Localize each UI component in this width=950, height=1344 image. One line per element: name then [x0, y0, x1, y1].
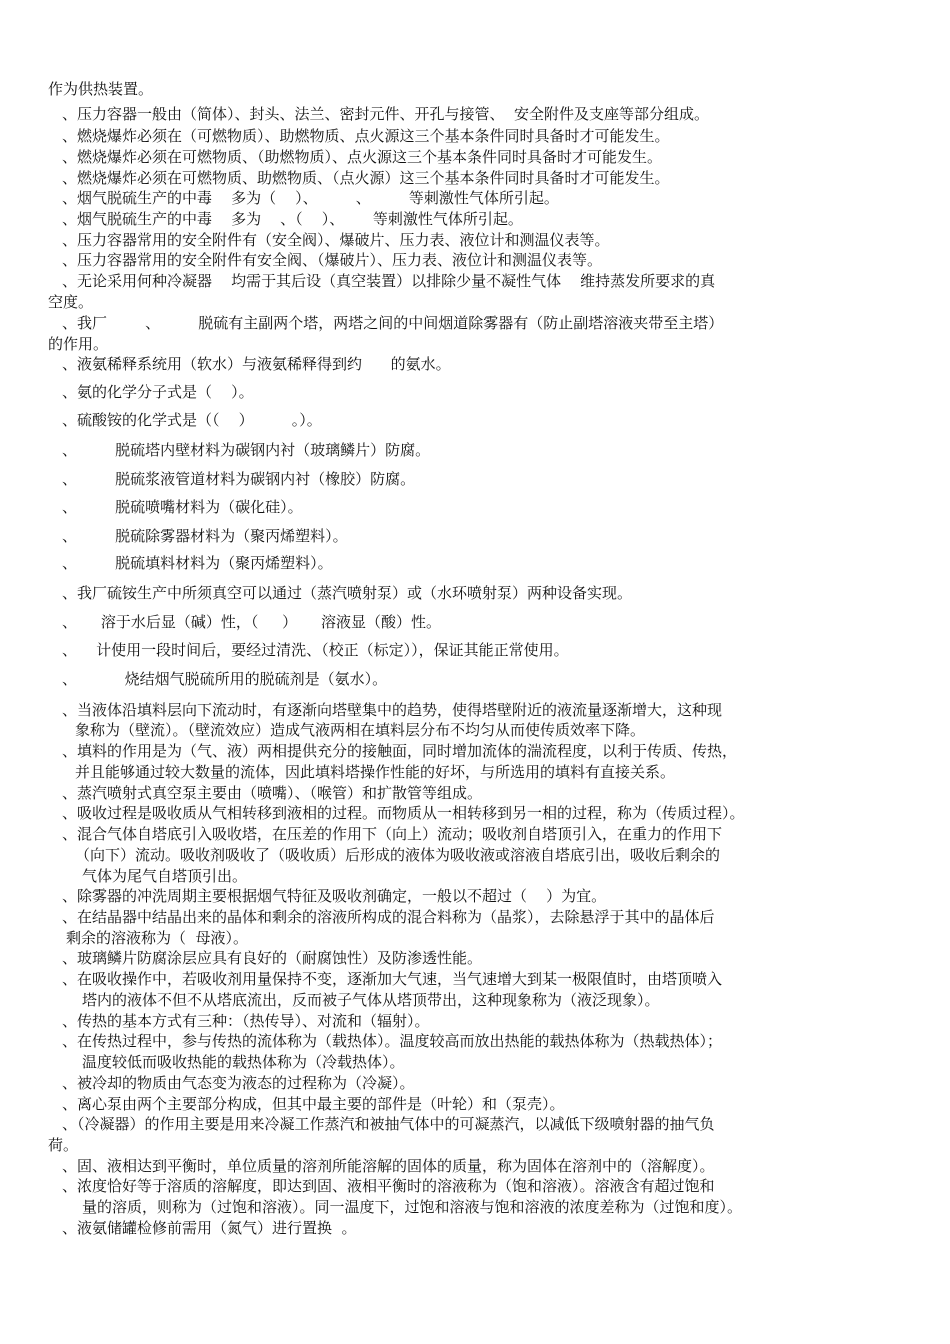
text-line: 剩余的溶液称为（ 母液）。	[66, 929, 249, 947]
text-line: 量的溶质，则称为（过饱和溶液）。同一温度下，过饱和溶液与饱和溶液的浓度差称为（过饱和度）。	[82, 1198, 743, 1216]
text-line: 、液氨储罐检修前需用（氮气）进行置换 。	[62, 1219, 357, 1237]
text-line: 、当液体沿填料层向下流动时，有逐渐向塔壁集中的趋势，使得塔壁附近的液流量逐渐增大，这种现	[62, 701, 723, 719]
text-line: 、玻璃鳞片防腐涂层应具有良好的（耐腐蚀性）及防渗透性能。	[62, 949, 483, 967]
text-line: 、无论采用何种冷凝器 均需于其后设（真空装置）以排除少量不凝性气体 维持蒸发所要求的真	[62, 272, 716, 290]
text-line: 、 溶于水后显（碱）性，（ ） 溶液显（酸）性。	[62, 613, 442, 631]
text-line: 、我厂 、 脱硫有主副两个塔，两塔之间的中间烟道除雾器有（防止副塔溶液夹带至主塔）	[62, 314, 724, 332]
text-line: 、除雾器的冲洗周期主要根据烟气特征及吸收剂确定，一般以不超过（ ）为宜。	[62, 887, 607, 905]
text-line: 、被冷却的物质由气态变为液态的过程称为（冷凝）。	[62, 1074, 415, 1092]
text-line: 、 计使用一段时间后，要经过清洗、（校正（标定）），保证其能正常使用。	[62, 641, 569, 659]
text-line: 、 脱硫塔内壁材料为碳钢内衬（玻璃鳞片）防腐。	[62, 441, 431, 459]
text-line: 、混合气体自塔底引入吸收塔，在压差的作用下（向上）流动；吸收剂自塔顶引入，在重力的作用下	[62, 825, 723, 843]
text-line: 、在结晶器中结晶出来的晶体和剩余的溶液所构成的混合料称为（晶浆），去除悬浮于其中的晶体后	[62, 908, 715, 926]
text-line: 、传热的基本方式有三种：（热传导）、对流和（辐射）。	[62, 1012, 430, 1030]
text-line: 并且能够通过较大数量的流体，因此填料塔操作性能的好坏，与所选用的填料有直接关系。	[75, 763, 676, 781]
text-line: 、氨的化学分子式是（ ）。	[62, 383, 254, 401]
text-line: 、 脱硫喷嘴材料为（碳化硅）。	[62, 498, 303, 516]
text-line: 、 脱硫浆液管道材料为碳钢内衬（橡胶）防腐。	[62, 470, 416, 488]
text-line: 、（冷凝器）的作用主要是用来冷凝工作蒸汽和被抽气体中的可凝蒸汽，以减低下级喷射器的抽气负	[62, 1115, 715, 1133]
text-line: 、 烧结烟气脱硫所用的脱硫剂是（氨水）。	[62, 670, 388, 688]
text-line: 、硫酸铵的化学式是（（ ） 。）。	[62, 411, 322, 429]
text-line: 、 脱硫填料材料为（聚丙烯塑料）。	[62, 554, 333, 572]
text-line: 、蒸汽喷射式真空泵主要由（喷嘴）、（喉管）和扩散管等组成。	[62, 784, 483, 802]
text-line: 空度。	[48, 293, 94, 311]
text-line: 温度较低而吸收热能的载热体称为（冷载热体）。	[82, 1053, 405, 1071]
text-line: 、 脱硫除雾器材料为（聚丙烯塑料）。	[62, 527, 348, 545]
text-line: 、燃烧爆炸必须在可燃物质、（助燃物质）、点火源这三个基本条件同时具备时才可能发生。	[62, 148, 663, 166]
text-line: 、在吸收操作中，若吸收剂用量保持不变，逐渐加大气速，当气速增大到某一极限值时，由塔顶喷入	[62, 970, 723, 988]
text-line: 、固、液相达到平衡时，单位质量的溶剂所能溶解的固体的质量，称为固体在溶剂中的（溶解度）。	[62, 1157, 715, 1175]
text-line: 、烟气脱硫生产的中毒 多为（ ）、 、 等刺激性气体所引起。	[62, 189, 559, 207]
text-line: 、压力容器一般由（简体）、封头、法兰、密封元件、开孔与接管、 安全附件及支座等部分组成。	[62, 105, 710, 123]
text-line: 象称为（壁流）。（壁流效应）造成气液两相在填料层分布不均匀从而使传质效率下降。	[75, 721, 646, 739]
text-line: 作为供热装置。	[48, 80, 154, 98]
text-line: 塔内的液体不但不从塔底流出，反而被子气体从塔顶带出，这种现象称为（液泛现象）。	[82, 991, 660, 1009]
text-line: 、燃烧爆炸必须在可燃物质、助燃物质、（点火源）这三个基本条件同时具备时才可能发生。	[62, 169, 670, 187]
text-line: 荷。	[48, 1136, 79, 1154]
text-line: 、我厂硫铵生产中所须真空可以通过（蒸汽喷射泵）或（水环喷射泵）两种设备实现。	[62, 584, 633, 602]
text-line: 、离心泵由两个主要部分构成，但其中最主要的部件是（叶轮）和（泵壳）。	[62, 1095, 565, 1113]
text-line: 、浓度恰好等于溶质的溶解度，即达到固、液相平衡时的溶液称为（饱和溶液）。溶液含有超过饱和	[62, 1177, 715, 1195]
text-line: 、烟气脱硫生产的中毒 多为 、（ ）、 等刺激性气体所引起。	[62, 210, 523, 228]
text-line: 、压力容器常用的安全附件有（安全阀）、爆破片、压力表、液位计和测温仪表等。	[62, 231, 610, 249]
text-line: （向下）流动。吸收剂吸收了（吸收质）后形成的液体为吸收液或溶液自塔底引出，吸收后剩余的	[75, 846, 721, 864]
text-line: 、填料的作用是为（气、液）两相提供充分的接触面，同时增加流体的湍流程度，以利于传质、传热，	[62, 742, 738, 760]
text-line: 、燃烧爆炸必须在（可燃物质）、助燃物质、点火源这三个基本条件同时具备时才可能发生。	[62, 127, 670, 145]
text-line: 的作用。	[48, 335, 109, 353]
text-line: 气体为尾气自塔顶引出。	[82, 867, 248, 885]
text-line: 、在传热过程中，参与传热的流体称为（载热体）。温度较高而放出热能的载热体称为（热载热体）；	[62, 1032, 723, 1050]
text-line: 、压力容器常用的安全附件有安全阀、（爆破片）、压力表、液位计和测温仪表等。	[62, 251, 603, 269]
text-line: 、液氨稀释系统用（软水）与液氨稀释得到约 的氨水。	[62, 355, 451, 373]
text-line: 、吸收过程是吸收质从气相转移到液相的过程。而物质从一相转移到另一相的过程，称为（传质过程）。	[62, 804, 745, 822]
